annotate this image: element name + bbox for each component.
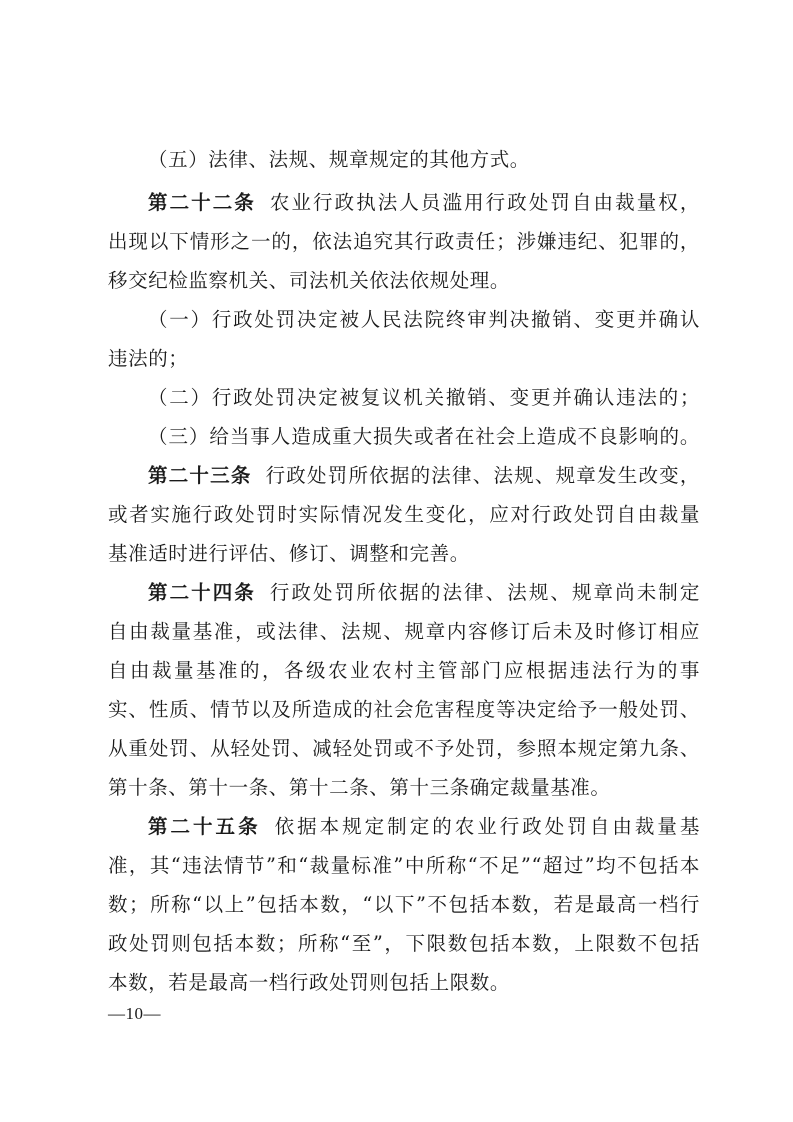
text-line: 第十条、第十一条、第十二条、第十三条确定裁量基准。: [108, 776, 611, 799]
text-line: （二）行政处罚决定被复议机关撤销、变更并确认违法的；: [148, 386, 700, 409]
text-span: 行政处罚所依据的法律、法规、规章尚未制定: [269, 581, 700, 604]
text-line: 政处罚则包括本数；所称“至”，下限数包括本数，上限数不包括: [108, 932, 700, 955]
text-line: 或者实施行政处罚时实际情况发生变化，应对行政处罚自由裁量: [108, 503, 700, 526]
text-line: （三）给当事人造成重大损失或者在社会上造成不良影响的。: [148, 425, 700, 448]
text-line: 从重处罚、从轻处罚、减轻处罚或不予处罚，参照本规定第九条、: [108, 737, 700, 760]
article-25-heading-line: [148, 813, 700, 841]
article-number: 第二十三条: [148, 464, 252, 487]
text-span: 农业行政执法人员滥用行政处罚自由裁量权，: [269, 191, 700, 214]
text-line: 基准适时进行评估、修订、调整和完善。: [108, 542, 470, 565]
article-23-heading-line: [148, 462, 700, 490]
article-22-heading-line: [148, 189, 700, 217]
text-line: 准，其“违法情节”和“裁量标准”中所称“不足”“超过”均不包括本: [108, 854, 700, 877]
text-span: 依据本规定制定的农业行政处罚自由裁量基: [274, 815, 700, 838]
text-line: 自由裁量基准的，各级农业农村主管部门应根据违法行为的事: [108, 659, 700, 682]
text-line: 实、性质、情节以及所造成的社会危害程度等决定给予一般处罚、: [108, 698, 700, 721]
text-line: 自由裁量基准，或法律、法规、规章内容修订后未及时修订相应: [108, 620, 700, 643]
article-number: 第二十二条: [148, 191, 256, 214]
text-line: （一）行政处罚决定被人民法院终审判决撤销、变更并确认: [148, 308, 700, 331]
page-number: —10—: [108, 1004, 161, 1023]
text-line: 违法的；: [108, 347, 189, 370]
article-24-heading-line: [148, 579, 700, 607]
text-line: 出现以下情形之一的，依法追究其行政责任；涉嫌违纪、犯罪的，: [108, 230, 700, 253]
text-line: 数；所称“以上”包括本数，“以下”不包括本数，若是最高一档行: [108, 893, 700, 916]
text-line: （五）法律、法规、规章规定的其他方式。: [148, 148, 530, 171]
text-span: 行政处罚所依据的法律、法规、规章发生改变，: [265, 464, 700, 487]
article-number: 第二十五条: [148, 815, 261, 838]
text-line: 本数，若是最高一档行政处罚则包括上限数。: [108, 971, 511, 994]
text-line: 移交纪检监察机关、司法机关依法依规处理。: [108, 269, 511, 292]
article-number: 第二十四条: [148, 581, 256, 604]
